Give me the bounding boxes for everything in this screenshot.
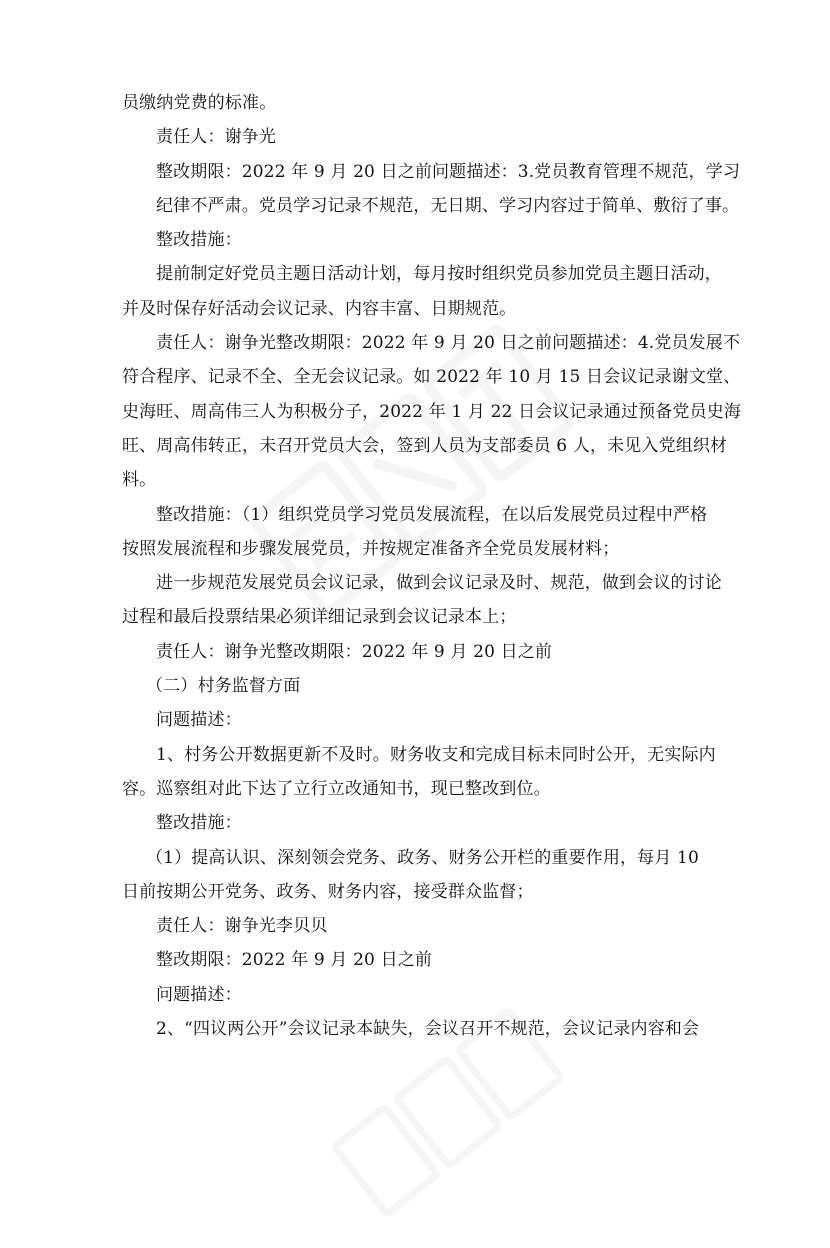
document-line: （1）提高认识、深刻领会党务、政务、财务公开栏的重要作用，每月 10 <box>146 847 699 868</box>
document-line: （二）村务监督方面 <box>146 676 301 697</box>
document-line: 提前制定好党员主题日活动计划，每月按时组织党员参加党员主题日活动， <box>156 264 722 285</box>
document-body <box>122 86 742 1046</box>
document-line: 整改措施：（1）组织党员学习党员发展流程，在以后发展党员过程中严格 <box>156 504 708 525</box>
document-line: 责任人：谢争光整改期限：2022 年 9 月 20 日之前问题描述：4.党员发展不 <box>156 333 741 354</box>
document-line: 员缴纳党费的标准。 <box>122 93 277 113</box>
document-line: 问题描述： <box>156 984 242 1005</box>
document-line: 责任人：谢争光李贝贝 <box>156 916 328 937</box>
document-line: 过程和最后投票结果必须详细记录到会议记录本上； <box>122 607 517 628</box>
document-line: 进一步规范发展党员会议记录，做到会议记录及时、规范，做到会议的讨论 <box>156 573 722 594</box>
document-line: 按照发展流程和步骤发展党员，并按规定准备齐全党员发展材料； <box>122 538 620 559</box>
document-line: 并及时保存好活动会议记录、内容丰富、日期规范。 <box>122 298 517 319</box>
document-line: 整改措施： <box>156 813 242 834</box>
document-line: 2、“四议两公开”会议记录本缺失，会议召开不规范，会议记录内容和会 <box>156 1019 700 1040</box>
document-line: 责任人：谢争光 <box>156 127 277 148</box>
document-line: 符合程序、记录不全、全无会议记录。如 2022 年 10 月 15 日会议记录谢文堂、 <box>122 367 741 388</box>
document-line: 1、村务公开数据更新不及时。财务收支和完成目标未同时公开，无实际内 <box>156 744 716 765</box>
document-line: 纪律不严肃。党员学习记录不规范，无日期、学习内容过于简单、敷衍了事。 <box>156 195 740 216</box>
document-line: 容。巡察组对此下达了立行立改通知书，现已整改到位。 <box>122 778 551 799</box>
document-line: 责任人：谢争光整改期限：2022 年 9 月 20 日之前 <box>156 641 553 662</box>
document-line: 整改期限：2022 年 9 月 20 日之前 <box>156 950 433 971</box>
document-line: 旺、周高伟转正，未召开党员大会，签到人员为支部委员 6 人，未见入党组织材 <box>122 435 728 456</box>
document-line: 整改措施： <box>156 230 242 251</box>
document-line: 史海旺、周高伟三人为积极分子，2022 年 1 月 22 日会议记录通过预备党员史海 <box>122 401 742 422</box>
document-line: 整改期限：2022 年 9 月 20 日之前问题描述：3.党员教育管理不规范，学习 <box>156 161 741 182</box>
document-line: 料。 <box>122 470 157 491</box>
document-line: 日前按期公开党务、政务、财务内容，接受群众监督； <box>122 881 534 902</box>
document-line: 问题描述： <box>156 710 242 731</box>
